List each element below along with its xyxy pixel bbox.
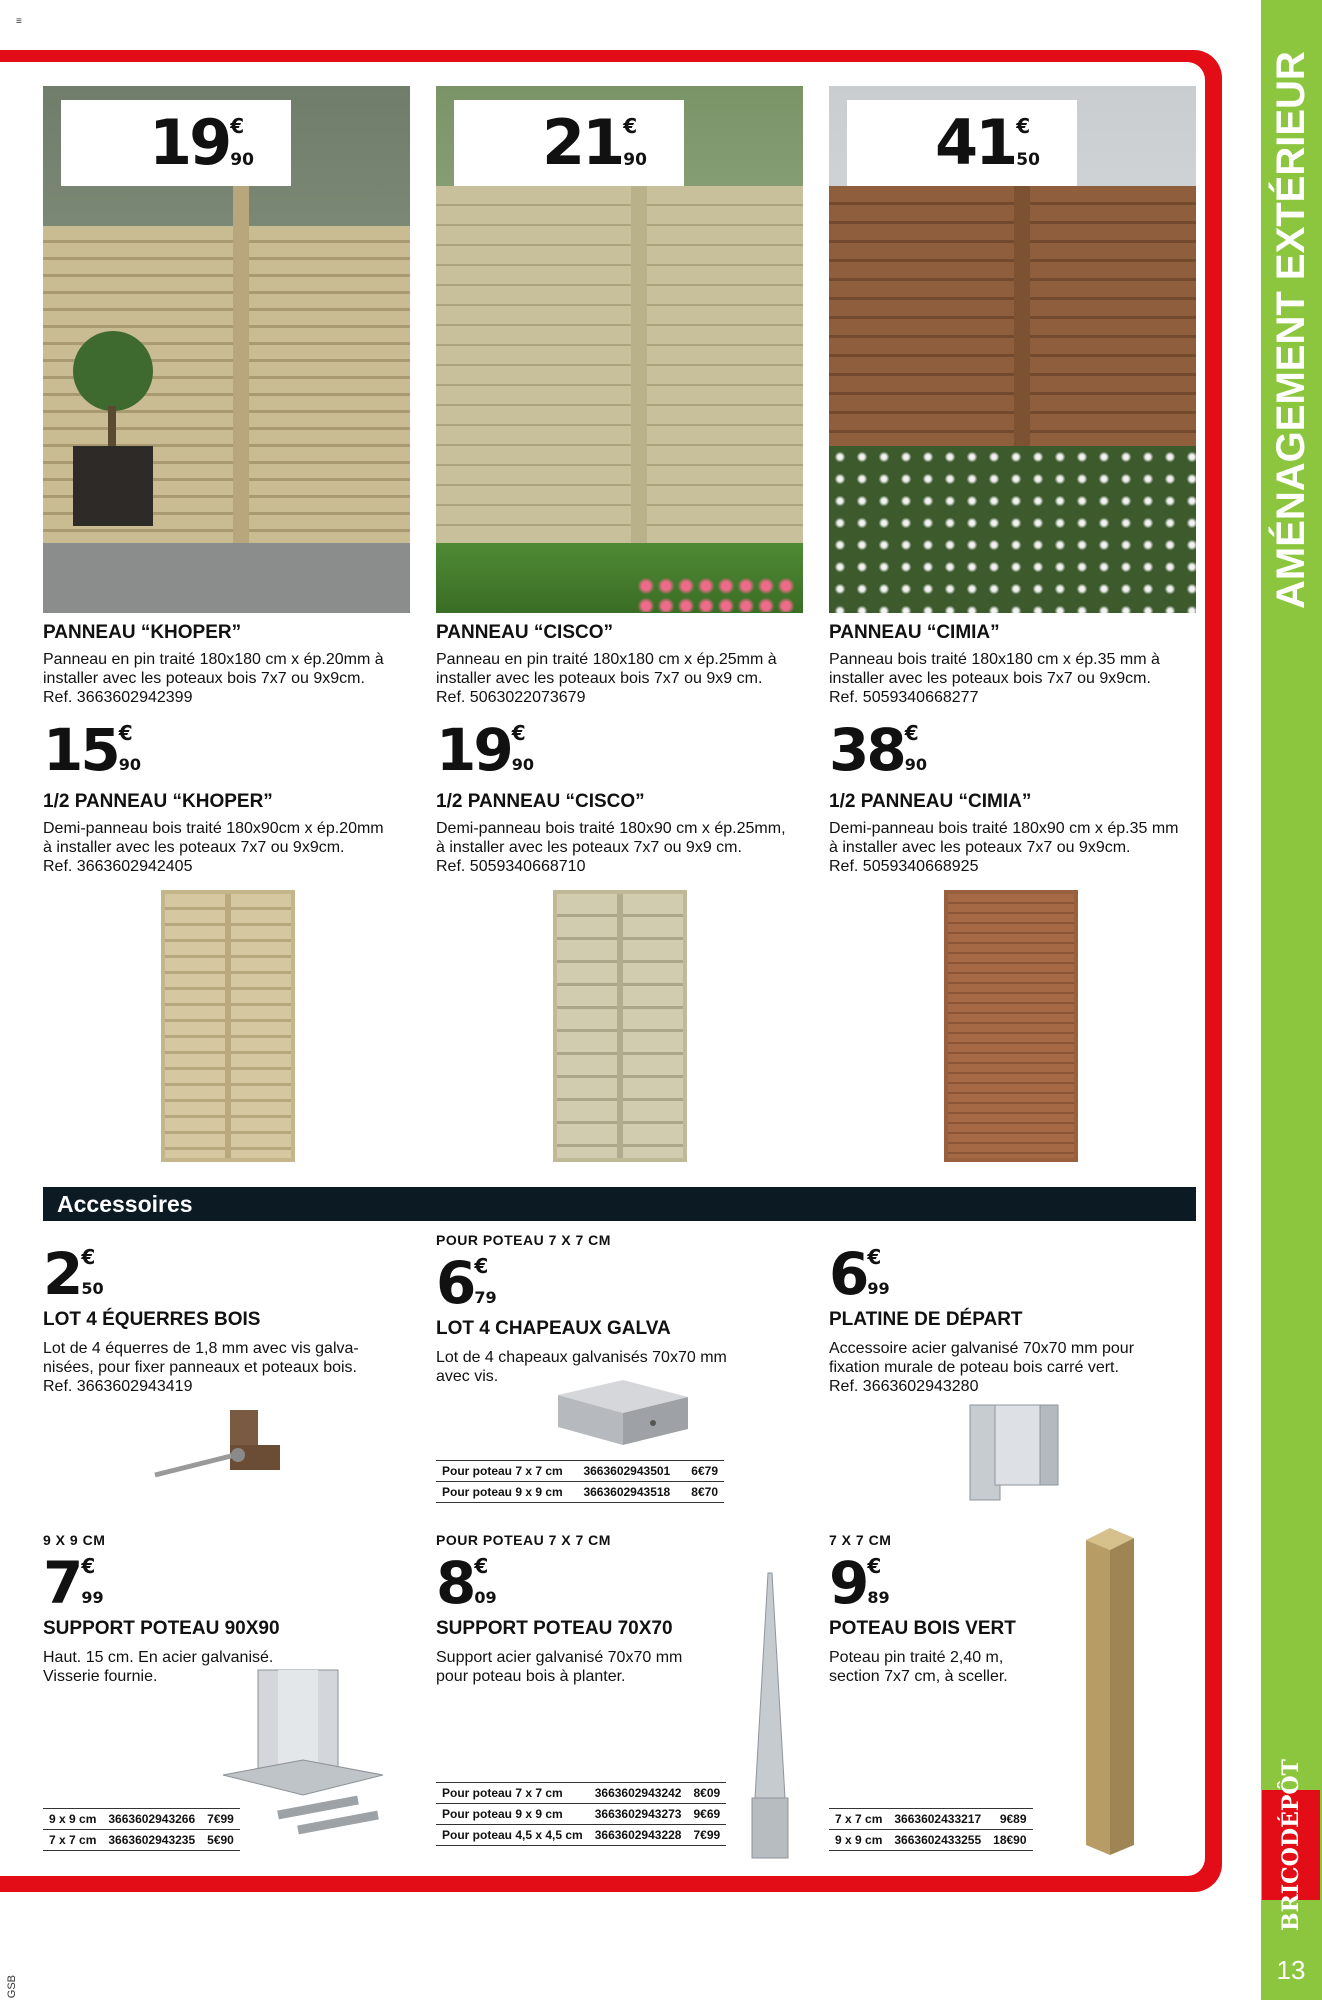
table-row: [436, 1825, 726, 1846]
product-title: PANNEAU “CISCO”: [436, 622, 613, 643]
product-title: SUPPORT POTEAU 70X70: [436, 1618, 673, 1639]
equerres-price: [43, 1240, 403, 1308]
desc-line: à installer avec les poteaux 7x7 ou 9x9cm.: [43, 839, 345, 856]
price-cents: 09: [474, 1588, 497, 1607]
product-title: PANNEAU “CIMIA”: [829, 622, 1000, 643]
brand-line-2: DÉPÔT: [1278, 1759, 1304, 1848]
table-row: [436, 1482, 724, 1503]
size-cell: 7 x 7 cm: [43, 1830, 102, 1851]
edition-code: GSB: [6, 1975, 18, 1999]
desc-line: Visserie fournie.: [43, 1668, 158, 1685]
cimia-price: [935, 106, 1040, 179]
price-currency: €: [867, 1245, 882, 1269]
desc-line: Panneau bois traité 180x180 cm x ép.35 mm à: [829, 651, 1160, 668]
product-ref: Ref. 5059340668277: [829, 689, 979, 706]
half-khoper-image: [161, 890, 295, 1162]
cisco-price: [542, 106, 647, 179]
half-product-title: 1/2 PANNEAU “KHOPER”: [43, 791, 273, 812]
chapeaux-price-table: [436, 1460, 724, 1503]
price-currency: €: [511, 721, 526, 745]
price-int: 6: [436, 1249, 474, 1317]
half-product-desc: [829, 819, 1204, 876]
table-row: [829, 1830, 1033, 1851]
size-cell: Pour poteau 4,5 x 4,5 cm: [436, 1825, 589, 1846]
desc-line: Demi-panneau bois traité 180x90 cm x ép.25mm,: [436, 820, 786, 837]
desc-line: fixation murale de poteau bois carré vert.: [829, 1359, 1119, 1376]
desc-line: Lot de 4 chapeaux galvanisés 70x70 mm: [436, 1349, 727, 1366]
price-int: 8: [436, 1549, 474, 1617]
product-desc: [829, 1648, 1059, 1686]
price-currency: €: [474, 1554, 489, 1578]
price-cell: 6€79: [683, 1461, 724, 1482]
desc-line: section 7x7 cm, à sceller.: [829, 1668, 1008, 1685]
desc-line: Support acier galvanisé 70x70 mm: [436, 1649, 683, 1666]
price-currency: €: [81, 1554, 96, 1578]
price-currency: €: [474, 1254, 489, 1278]
price-cell: 8€70: [683, 1482, 724, 1503]
price-currency: €: [1016, 114, 1031, 138]
ref-cell: 3663602943242: [589, 1783, 688, 1804]
product-desc: [829, 1339, 1204, 1396]
top-mark: ≡: [16, 16, 22, 27]
product-ref: Ref. 5063022073679: [436, 689, 586, 706]
price-int: 21: [542, 106, 623, 179]
chapeaux-price: [436, 1249, 816, 1317]
price-cell: 9€69: [687, 1804, 726, 1825]
price-cents: 90: [230, 150, 254, 170]
product-ref: Ref. 3663602943280: [829, 1378, 979, 1395]
support90-price-table: [43, 1808, 240, 1851]
poteau-price-table: [829, 1808, 1033, 1851]
price-cents: 90: [623, 150, 647, 170]
price-int: 15: [43, 716, 118, 784]
desc-line: Demi-panneau bois traité 180x90cm x ép.20mm: [43, 820, 384, 837]
product-ref: Ref. 5059340668710: [436, 858, 586, 875]
table-row: [436, 1783, 726, 1804]
cimia-photo: [829, 86, 1196, 613]
size-cell: 9 x 9 cm: [43, 1809, 102, 1830]
table-row: [43, 1809, 240, 1830]
half-cisco-price: [436, 716, 816, 784]
ref-cell: 3663602943501: [577, 1461, 682, 1482]
desc-line: à installer avec les poteaux 7x7 ou 9x9cm.: [829, 839, 1131, 856]
price-int: 38: [829, 716, 904, 784]
section-title: AMÉNAGEMENT EXTÉRIEUR: [1269, 51, 1313, 609]
price-int: 19: [436, 716, 511, 784]
price-cell: 9€89: [987, 1809, 1032, 1830]
ref-cell: 3663602433217: [888, 1809, 987, 1830]
ref-cell: 3663602943518: [577, 1482, 682, 1503]
desc-line: Accessoire acier galvanisé 70x70 mm pour: [829, 1340, 1135, 1357]
half-khoper-price: [43, 716, 413, 784]
product-ref: Ref. 3663602943419: [43, 1378, 193, 1395]
ref-cell: 3663602943228: [589, 1825, 688, 1846]
desc-line: avec vis.: [436, 1368, 499, 1385]
support90-image: [218, 1665, 388, 1840]
price-currency: €: [118, 721, 133, 745]
price-currency: €: [867, 1554, 882, 1578]
price-cell: 7€99: [201, 1809, 240, 1830]
desc-line: installer avec les poteaux bois 7x7 ou 9x9 cm.: [436, 670, 763, 687]
platine-image: [955, 1395, 1065, 1505]
support90-info: [43, 1532, 403, 1686]
desc-line: à installer avec les poteaux 7x7 ou 9x9 cm.: [436, 839, 742, 856]
half-product-desc: [43, 819, 413, 876]
product-tag: POUR POTEAU 7 X 7 CM: [436, 1532, 611, 1548]
half-cisco-image: [553, 890, 687, 1162]
product-title: LOT 4 ÉQUERRES BOIS: [43, 1309, 261, 1330]
cimia-info: [829, 622, 1204, 876]
price-int: 9: [829, 1549, 867, 1617]
half-product-desc: [436, 819, 816, 876]
price-cell: 5€90: [201, 1830, 240, 1851]
price-currency: €: [81, 1245, 96, 1269]
desc-line: pour poteau bois à planter.: [436, 1668, 626, 1685]
desc-line: Haut. 15 cm. En acier galvanisé.: [43, 1649, 274, 1666]
price-cell: 7€99: [687, 1825, 726, 1846]
desc-line: installer avec les poteaux bois 7x7 ou 9x9cm.: [829, 670, 1151, 687]
chapeau-image: [548, 1375, 698, 1450]
ref-cell: 3663602943266: [102, 1809, 201, 1830]
product-title: POTEAU BOIS VERT: [829, 1618, 1016, 1639]
size-cell: Pour poteau 9 x 9 cm: [436, 1804, 589, 1825]
product-desc: [829, 650, 1204, 707]
product-tag: 9 X 9 CM: [43, 1532, 106, 1548]
price-cents: 90: [904, 755, 927, 774]
poteau-info: [829, 1532, 1059, 1686]
price-int: 19: [149, 106, 230, 179]
brico-depot-logo: [1262, 1759, 1320, 1931]
product-desc: [43, 1339, 403, 1396]
table-row: [436, 1461, 724, 1482]
product-desc: [43, 650, 413, 707]
price-int: 2: [43, 1240, 81, 1308]
half-product-title: 1/2 PANNEAU “CISCO”: [436, 791, 645, 812]
table-row: [43, 1830, 240, 1851]
support70-price: [436, 1549, 766, 1617]
cisco-photo: [436, 86, 803, 613]
desc-line: Demi-panneau bois traité 180x90 cm x ép.35 mm: [829, 820, 1179, 837]
cisco-info: [436, 622, 816, 876]
product-desc: [436, 1648, 766, 1686]
price-cents: 99: [867, 1279, 890, 1298]
price-cents: 99: [81, 1588, 104, 1607]
cisco-price-box: [454, 100, 684, 186]
platine-info: [829, 1240, 1204, 1396]
product-tag: POUR POTEAU 7 X 7 CM: [436, 1232, 611, 1248]
desc-line: installer avec les poteaux bois 7x7 ou 9x9cm.: [43, 670, 365, 687]
price-cents: 90: [118, 755, 141, 774]
price-cents: 79: [474, 1288, 497, 1307]
price-cell: 8€09: [687, 1783, 726, 1804]
size-cell: Pour poteau 9 x 9 cm: [436, 1482, 577, 1503]
price-cents: 50: [1016, 150, 1040, 170]
support70-info: [436, 1532, 766, 1686]
price-currency: €: [904, 721, 919, 745]
khoper-price: [149, 106, 254, 179]
price-cents: 90: [511, 755, 534, 774]
brand-line-1: BRICO: [1278, 1847, 1304, 1931]
support90-price: [43, 1549, 403, 1617]
price-cents: 50: [81, 1279, 104, 1298]
equerres-info: [43, 1240, 403, 1396]
desc-line: Panneau en pin traité 180x180 cm x ép.25mm à: [436, 651, 777, 668]
support70-image: [740, 1568, 800, 1868]
price-currency: €: [230, 114, 245, 138]
product-ref: Ref. 5059340668925: [829, 858, 979, 875]
support70-price-table: [436, 1782, 726, 1846]
equerre-image: [150, 1405, 300, 1495]
ref-cell: 3663602433255: [888, 1830, 987, 1851]
ref-cell: 3663602943235: [102, 1830, 201, 1851]
accessories-title: Accessoires: [57, 1191, 193, 1217]
platine-price: [829, 1240, 1204, 1308]
cimia-price-box: [847, 100, 1077, 186]
table-row: [436, 1804, 726, 1825]
half-cimia-price: [829, 716, 1204, 784]
desc-line: Panneau en pin traité 180x180 cm x ép.20mm à: [43, 651, 384, 668]
accessories-bar: [43, 1187, 1196, 1221]
size-cell: 7 x 7 cm: [829, 1809, 888, 1830]
product-tag: 7 X 7 CM: [829, 1532, 892, 1548]
half-product-title: 1/2 PANNEAU “CIMIA”: [829, 791, 1032, 812]
price-int: 7: [43, 1549, 81, 1617]
khoper-info: [43, 622, 413, 876]
price-cents: 89: [867, 1588, 890, 1607]
poteau-image: [1080, 1520, 1140, 1860]
price-cell: 18€90: [987, 1830, 1032, 1851]
price-int: 6: [829, 1240, 867, 1308]
size-cell: Pour poteau 7 x 7 cm: [436, 1461, 577, 1482]
khoper-photo: [43, 86, 410, 613]
ref-cell: 3663602943273: [589, 1804, 688, 1825]
khoper-price-box: [61, 100, 291, 186]
size-cell: 9 x 9 cm: [829, 1830, 888, 1851]
table-row: [829, 1809, 1033, 1830]
chapeaux-info: [436, 1232, 816, 1386]
product-title: PLATINE DE DÉPART: [829, 1309, 1023, 1330]
desc-line: Lot de 4 équerres de 1,8 mm avec vis galva-: [43, 1340, 359, 1357]
price-currency: €: [623, 114, 638, 138]
desc-line: nisées, pour fixer panneaux et poteaux bois.: [43, 1359, 357, 1376]
desc-line: Poteau pin traité 2,40 m,: [829, 1649, 1004, 1666]
product-ref: Ref. 3663602942405: [43, 858, 193, 875]
page-number: 13: [1276, 1954, 1306, 1985]
price-int: 41: [935, 106, 1016, 179]
product-title: LOT 4 CHAPEAUX GALVA: [436, 1318, 671, 1339]
size-cell: Pour poteau 7 x 7 cm: [436, 1783, 589, 1804]
poteau-price: [829, 1549, 1059, 1617]
product-title: PANNEAU “KHOPER”: [43, 622, 242, 643]
product-ref: Ref. 3663602942399: [43, 689, 193, 706]
product-desc: [436, 650, 816, 707]
half-cimia-image: [944, 890, 1078, 1162]
product-title: SUPPORT POTEAU 90X90: [43, 1618, 280, 1639]
